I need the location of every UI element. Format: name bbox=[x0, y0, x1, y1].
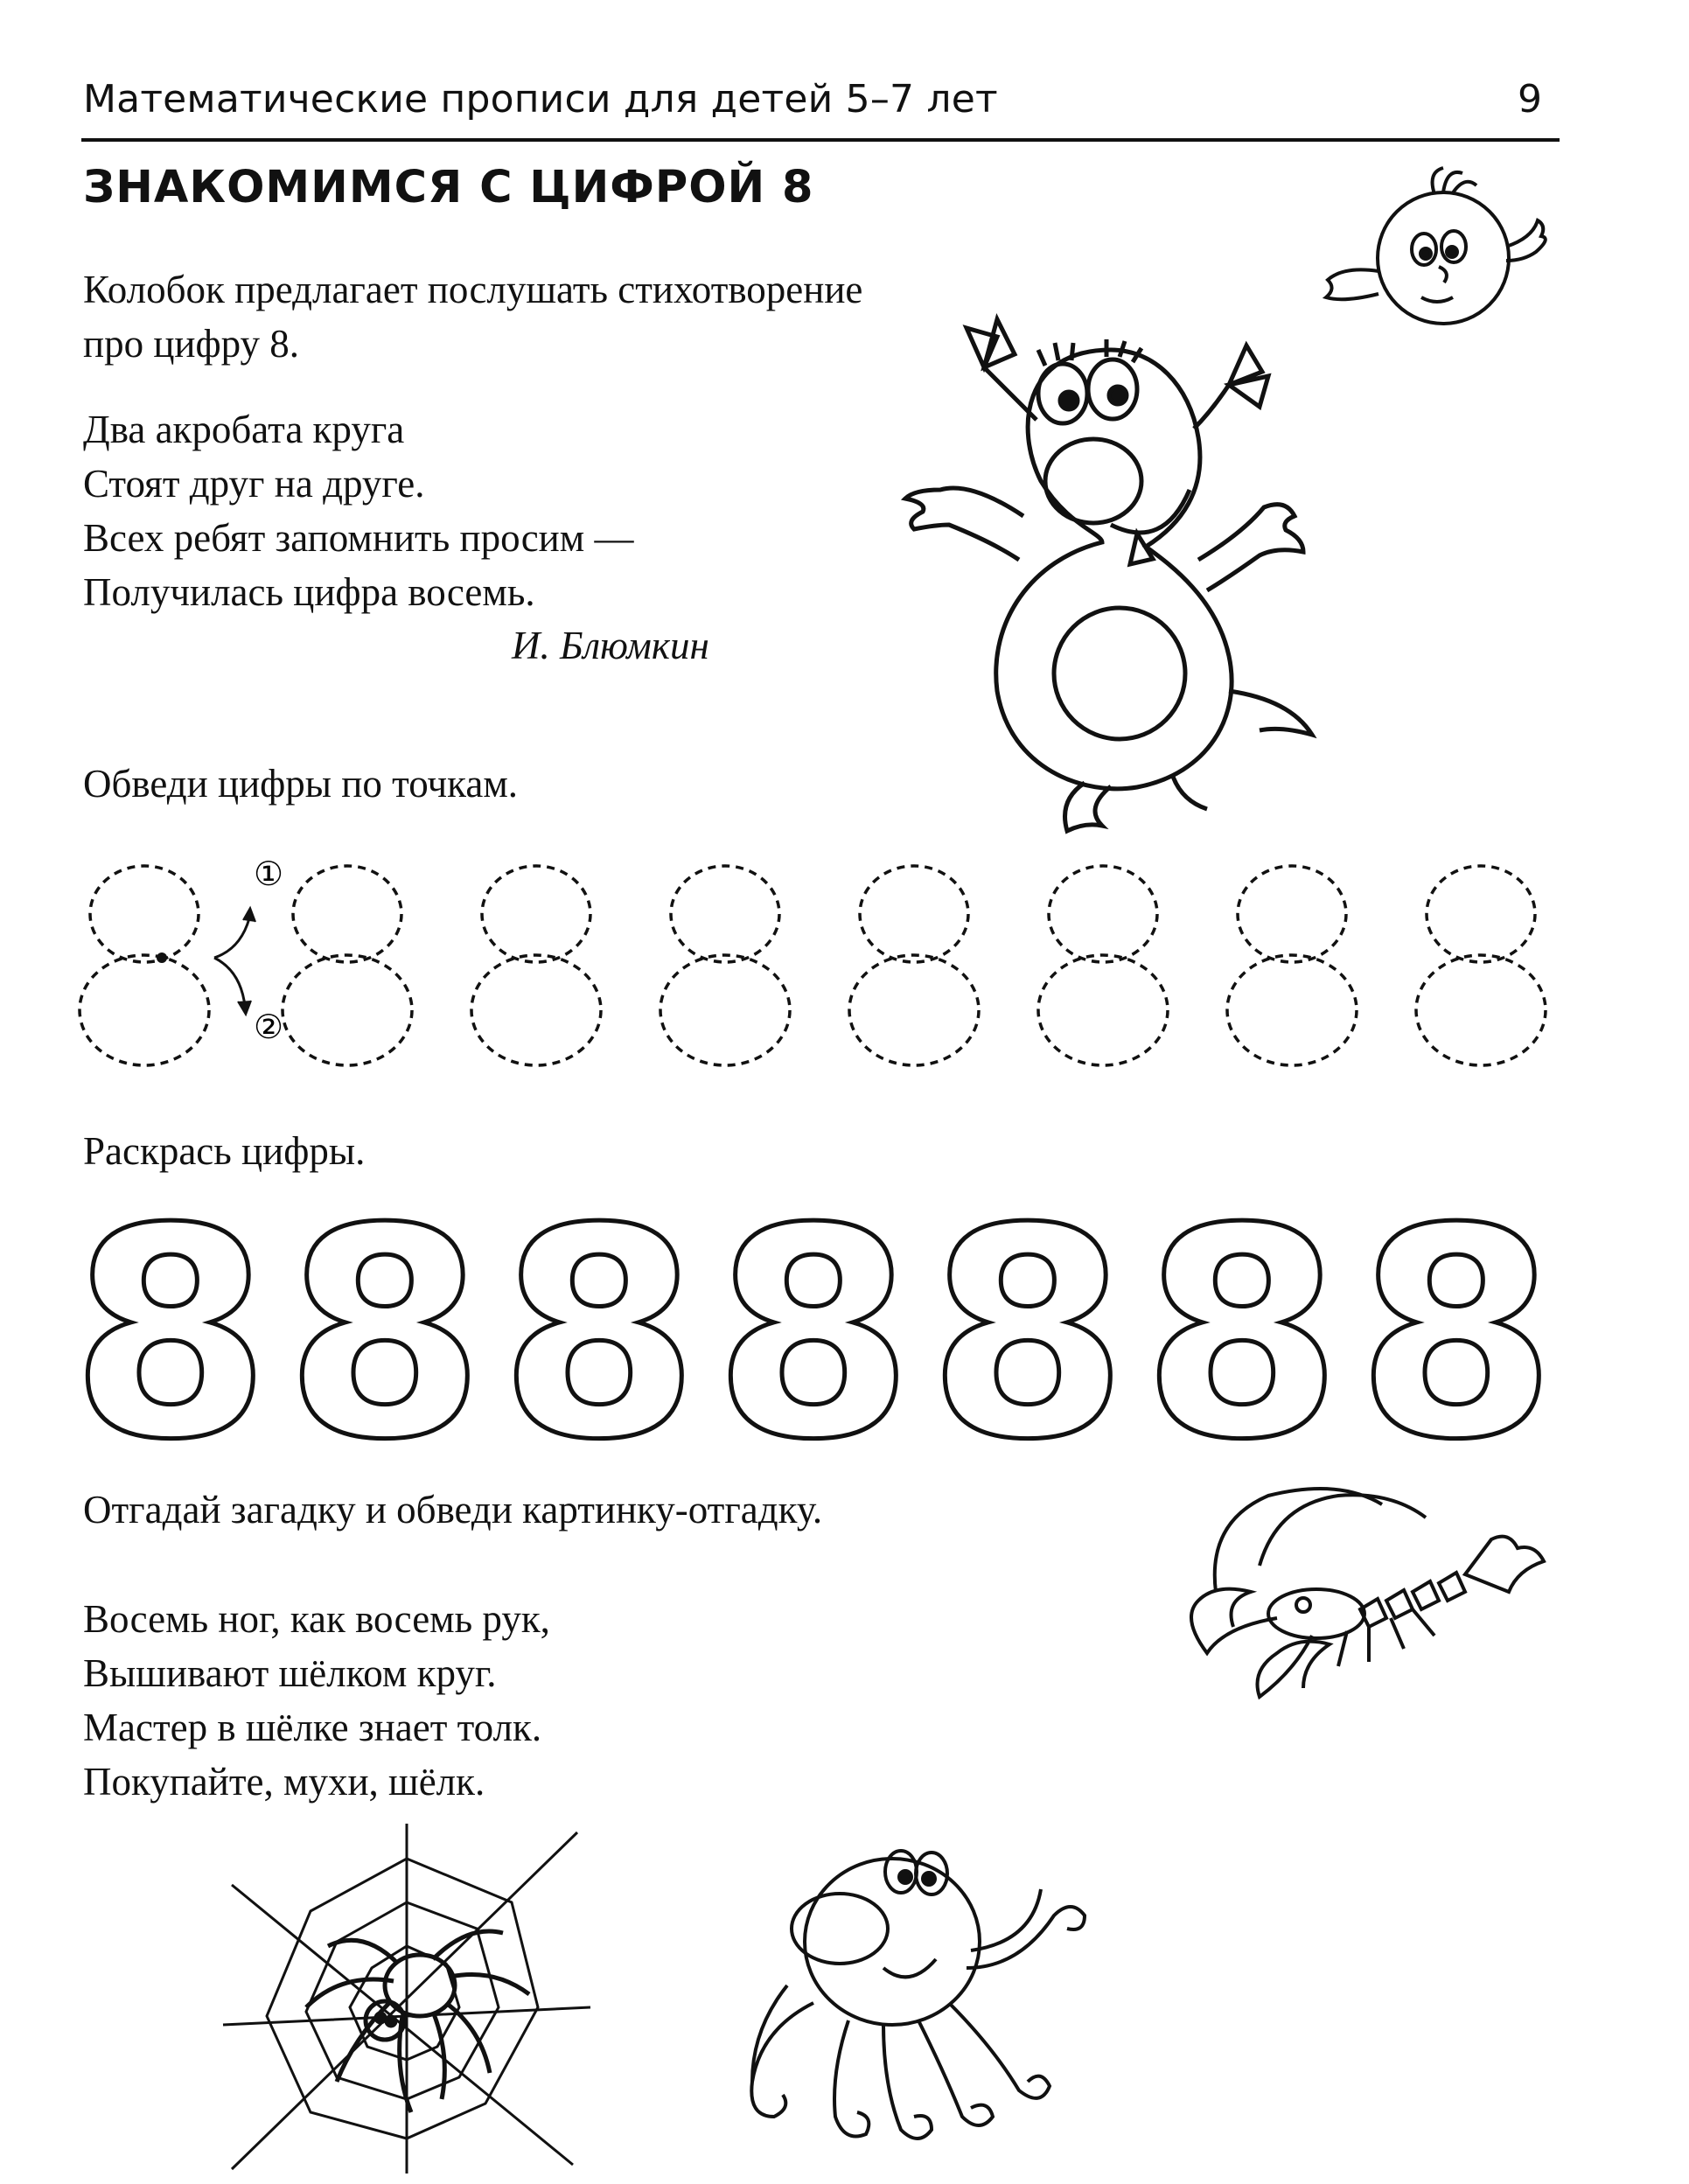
riddle-instruction: Отгадай загадку и обведи картинку-отгадку. bbox=[83, 1488, 823, 1532]
step-label-2: ② bbox=[253, 1008, 284, 1046]
dotted-eight[interactable] bbox=[283, 866, 412, 1065]
tracing-instruction: Обведи цифры по точкам. bbox=[83, 762, 519, 806]
intro-line: про цифру 8. bbox=[83, 322, 300, 366]
dotted-eight[interactable] bbox=[849, 866, 979, 1065]
poem-line: Стоят друг на друге. bbox=[83, 462, 425, 506]
cartoon-eight-illustration bbox=[883, 297, 1338, 840]
arrow-down-icon bbox=[214, 958, 245, 1006]
start-dot bbox=[157, 952, 167, 963]
crayfish-illustration[interactable] bbox=[1163, 1478, 1566, 1741]
arrow-up-icon bbox=[214, 918, 249, 958]
step-label-1: ① bbox=[253, 855, 284, 893]
header-rule bbox=[81, 138, 1560, 142]
kolobok-illustration bbox=[1312, 166, 1557, 341]
outlined-eight[interactable]: 8 bbox=[70, 1167, 271, 1503]
riddle-line: Восемь ног, как восемь рук, bbox=[83, 1597, 550, 1641]
poem bbox=[83, 402, 633, 619]
outlined-eight[interactable]: 8 bbox=[713, 1167, 914, 1503]
poem-line: Два акробата круга bbox=[83, 408, 405, 451]
page-number: 9 bbox=[1518, 77, 1542, 122]
poem-line: Всех ребят запомнить просим — bbox=[83, 516, 634, 560]
running-header: Математические прописи для детей 5–7 лет bbox=[83, 77, 998, 122]
dotted-eight[interactable] bbox=[1038, 866, 1168, 1065]
dotted-eight[interactable] bbox=[471, 866, 601, 1065]
outlined-eights-row bbox=[70, 1167, 1557, 1503]
dotted-eights-row bbox=[74, 857, 1553, 1085]
riddle-line: Мастер в шёлке знает толк. bbox=[83, 1706, 542, 1749]
outlined-eight[interactable]: 8 bbox=[1141, 1167, 1343, 1503]
poem-author: И. Блюмкин bbox=[512, 624, 709, 667]
outlined-eight[interactable]: 8 bbox=[927, 1167, 1128, 1503]
riddle bbox=[83, 1592, 550, 1809]
dotted-eight[interactable] bbox=[80, 866, 209, 1065]
outlined-eight[interactable]: 8 bbox=[1356, 1167, 1557, 1503]
intro-line: Колобок предлагает послушать стихотворение bbox=[83, 268, 863, 311]
poem-line: Получилась цифра восемь. bbox=[83, 570, 535, 614]
section-title: ЗНАКОМИМСЯ С ЦИФРОЙ 8 bbox=[83, 162, 814, 213]
spider-web-illustration[interactable] bbox=[223, 1824, 590, 2174]
dotted-eight[interactable] bbox=[1416, 866, 1546, 1065]
outlined-eight[interactable]: 8 bbox=[499, 1167, 700, 1503]
riddle-line: Вышивают шёлком круг. bbox=[83, 1651, 497, 1695]
riddle-line: Покупайте, мухи, шёлк. bbox=[83, 1760, 485, 1804]
outlined-eight[interactable]: 8 bbox=[284, 1167, 485, 1503]
coloring-instruction: Раскрась цифры. bbox=[83, 1129, 366, 1173]
intro-text bbox=[83, 262, 993, 371]
octopus-illustration[interactable] bbox=[735, 1846, 1137, 2178]
dotted-eight[interactable] bbox=[1227, 866, 1357, 1065]
dotted-eight[interactable] bbox=[660, 866, 790, 1065]
